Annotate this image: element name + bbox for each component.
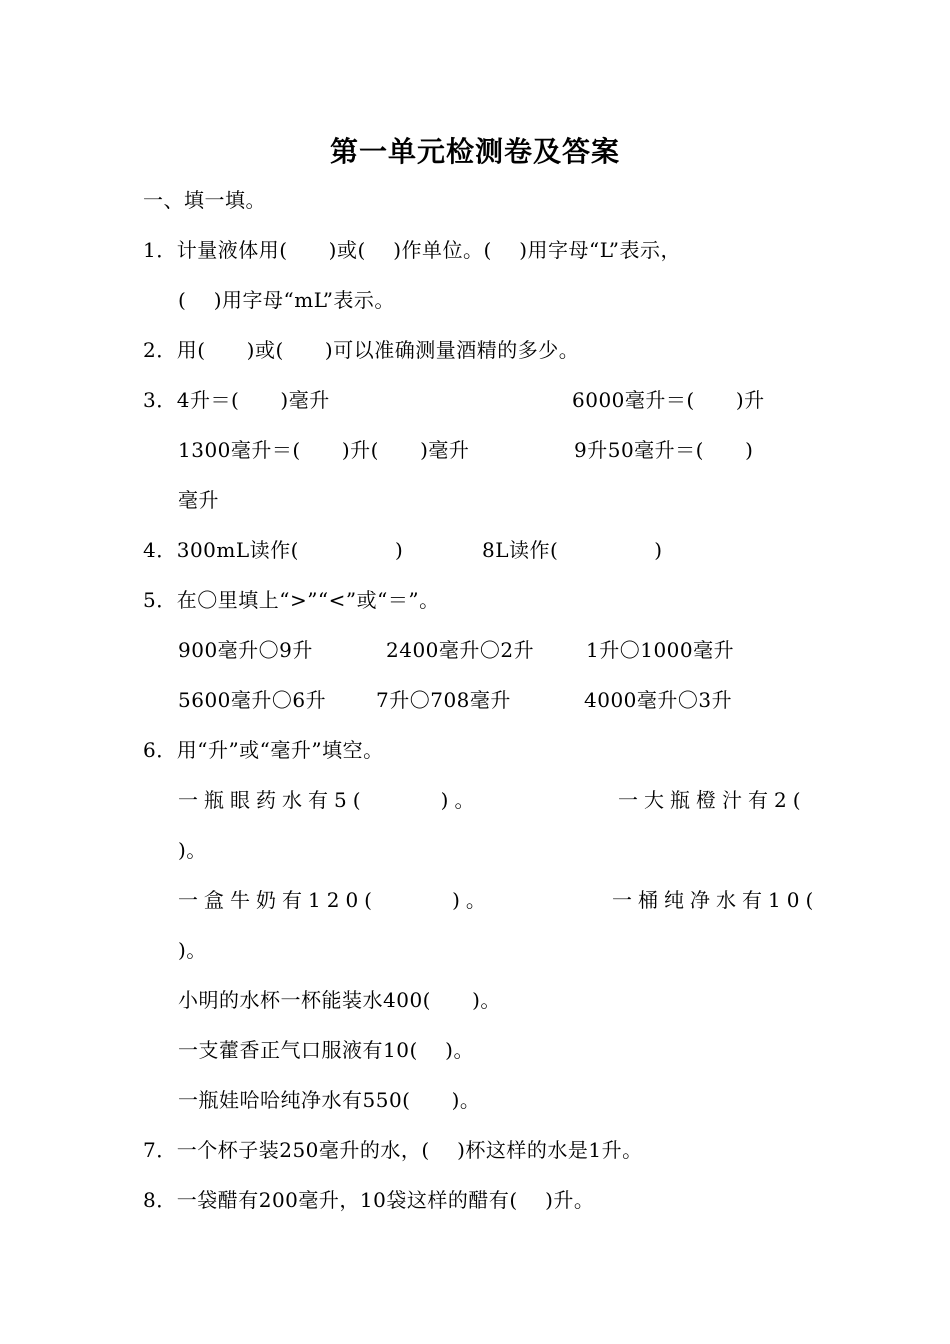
question-4-item-a: 4．300mL读作( ) [143, 538, 404, 562]
question-3-item-c: 1300毫升＝( )升( )毫升 [178, 438, 470, 462]
question-6-item: 一支藿香正气口服液有10( )。 [178, 1038, 474, 1062]
page-title: 第一单元检测卷及答案 [329, 135, 620, 168]
question-6-item: 一盒牛奶有120( )。 [178, 888, 492, 912]
question-5-item: 4000毫升〇3升 [584, 688, 733, 712]
question-8: 8．一袋醋有200毫升，10袋这样的醋有( )升。 [143, 1188, 595, 1212]
question-6-item: 一瓶眼药水有5( )。 [178, 788, 481, 812]
question-5-item: 5600毫升〇6升 [178, 688, 327, 712]
question-6-item: 小明的水杯一杯能装水400( )。 [178, 988, 501, 1012]
question-1-line-2: ( )用字母“mL”表示。 [178, 288, 395, 312]
question-6: 6．用“升”或“毫升”填空。 [143, 738, 384, 762]
question-5-item: 2400毫升〇2升 [386, 638, 535, 662]
question-3-item-d-unit: 毫升 [178, 488, 219, 512]
question-5-item: 7升〇708毫升 [376, 688, 511, 712]
question-6-item: 一桶纯净水有10( [612, 888, 820, 912]
question-5: 5．在〇里填上“>”“<”或“＝”。 [143, 588, 440, 612]
question-6-item-continuation: )。 [178, 938, 207, 962]
question-1-line-1: 1．计量液体用( )或( )作单位。( )用字母“L”表示， [143, 238, 681, 262]
question-7: 7．一个杯子装250毫升的水，( )杯这样的水是1升。 [143, 1138, 643, 1162]
section-heading: 一、填一填。 [143, 188, 266, 212]
question-2: 2．用( )或( )可以准确测量酒精的多少。 [143, 338, 580, 362]
question-4-item-b: 8L读作( ) [482, 538, 663, 562]
question-5-item: 1升〇1000毫升 [586, 638, 735, 662]
question-6-item: 一大瓶橙汁有2( [618, 788, 807, 812]
question-6-item-continuation: )。 [178, 838, 207, 862]
question-3-item-b: 6000毫升＝( )升 [572, 388, 765, 412]
question-5-item: 900毫升〇9升 [178, 638, 313, 662]
question-3-item-d: 9升50毫升＝( ) [574, 438, 754, 462]
question-3-item-a: 3．4升＝( )毫升 [143, 388, 330, 412]
question-6-item: 一瓶娃哈哈纯净水有550( )。 [178, 1088, 481, 1112]
